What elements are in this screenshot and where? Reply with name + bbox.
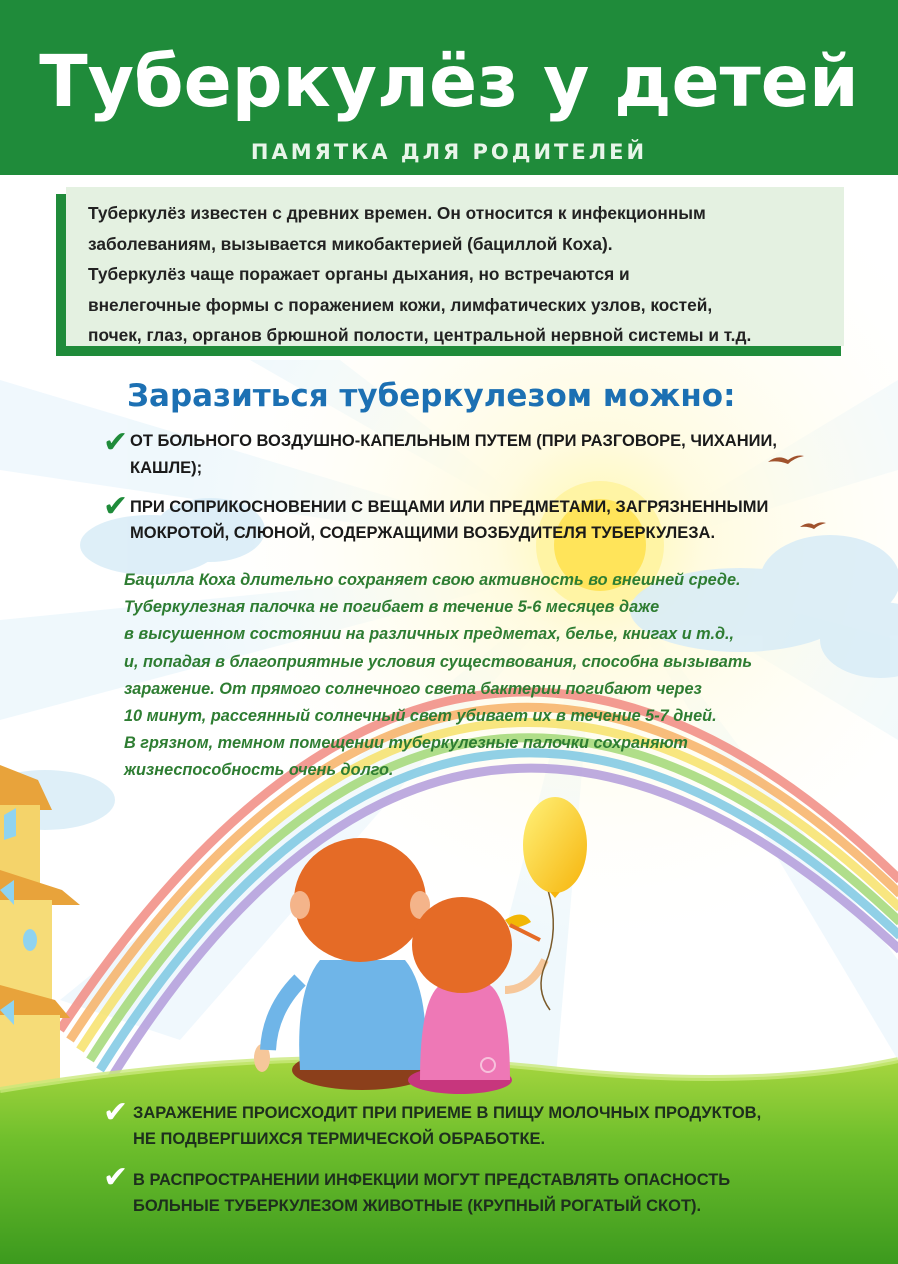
- note-line: и, попадая в благоприятные условия существования, способна вызывать: [124, 652, 752, 671]
- infection-item-line: КАШЛЕ);: [130, 459, 203, 477]
- infection-item-line: ПРИ СОПРИКОСНОВЕНИИ С ВЕЩАМИ ИЛИ ПРЕДМЕТАМИ, ЗАГРЯЗНЕННЫМИ: [130, 498, 769, 516]
- note-line: заражение. От прямого солнечного света бактерии погибают через: [124, 679, 702, 698]
- bottom-item-line: В РАСПРОСТРАНЕНИИ ИНФЕКЦИИ МОГУТ ПРЕДСТАВЛЯТЬ ОПАСНОСТЬ: [133, 1171, 731, 1189]
- page-subtitle: ПАМЯТКА ДЛЯ РОДИТЕЛЕЙ: [250, 140, 648, 164]
- intro-line: почек, глаз, органов брюшной полости, центральной нервной системы и т.д.: [88, 325, 752, 346]
- page-title: Туберкулёз у детей: [39, 40, 859, 123]
- intro-line: Туберкулёз чаще поражает органы дыхания, но встречаются и: [88, 264, 630, 285]
- infection-item-line: МОКРОТОЙ, СЛЮНОЙ, СОДЕРЖАЩИМИ ВОЗБУДИТЕЛЯ ТУБЕРКУЛЕЗА.: [130, 524, 716, 542]
- infection-item-line: ОТ БОЛЬНОГО ВОЗДУШНО-КАПЕЛЬНЫМ ПУТЕМ (ПРИ РАЗГОВОРЕ, ЧИХАНИИ,: [130, 432, 777, 450]
- note-line: Бацилла Коха длительно сохраняет свою активность во внешней среде.: [124, 571, 741, 589]
- note-line: Туберкулезная палочка не погибает в течение 5-6 месяцев даже: [124, 598, 660, 617]
- bottom-item-line: ЗАРАЖЕНИЕ ПРОИСХОДИТ ПРИ ПРИЕМЕ В ПИЩУ МОЛОЧНЫХ ПРОДУКТОВ,: [133, 1104, 762, 1122]
- intro-line: внелегочные формы с поражением кожи, лимфатических узлов, костей,: [88, 294, 713, 315]
- intro-line: заболеваниям, вызывается микобактерией (бациллой Коха).: [88, 233, 613, 254]
- header-banner: [0, 0, 898, 175]
- note-line: 10 минут, рассеянный солнечный свет убивает их в течение 5-7 дней.: [124, 707, 717, 726]
- checkmark-icon: ✔: [103, 489, 129, 524]
- intro-text: [88, 198, 848, 351]
- note-line: жизнеспособность очень долго.: [124, 761, 394, 780]
- section-heading: Заразиться туберкулезом можно:: [127, 378, 736, 414]
- checkmark-icon: ✔: [103, 1160, 129, 1195]
- note-line: В грязном, темном помещении туберкулезные палочки сохраняют: [124, 734, 688, 753]
- bacillus-note: [124, 567, 824, 785]
- checkmark-icon: ✔: [103, 1095, 129, 1130]
- checkmark-icon: ✔: [103, 425, 129, 460]
- note-line: в высушенном состоянии на различных предметах, белье, книгах и т.д.,: [124, 625, 735, 644]
- bottom-item-line: БОЛЬНЫЕ ТУБЕРКУЛЕЗОМ ЖИВОТНЫЕ (КРУПНЫЙ РОГАТЫЙ СКОТ).: [133, 1197, 702, 1215]
- bottom-item-line: НЕ ПОДВЕРГШИХСЯ ТЕРМИЧЕСКОЙ ОБРАБОТКЕ.: [133, 1130, 546, 1148]
- intro-line: Туберкулёз известен с древних времен. Он относится к инфекционным: [88, 203, 706, 223]
